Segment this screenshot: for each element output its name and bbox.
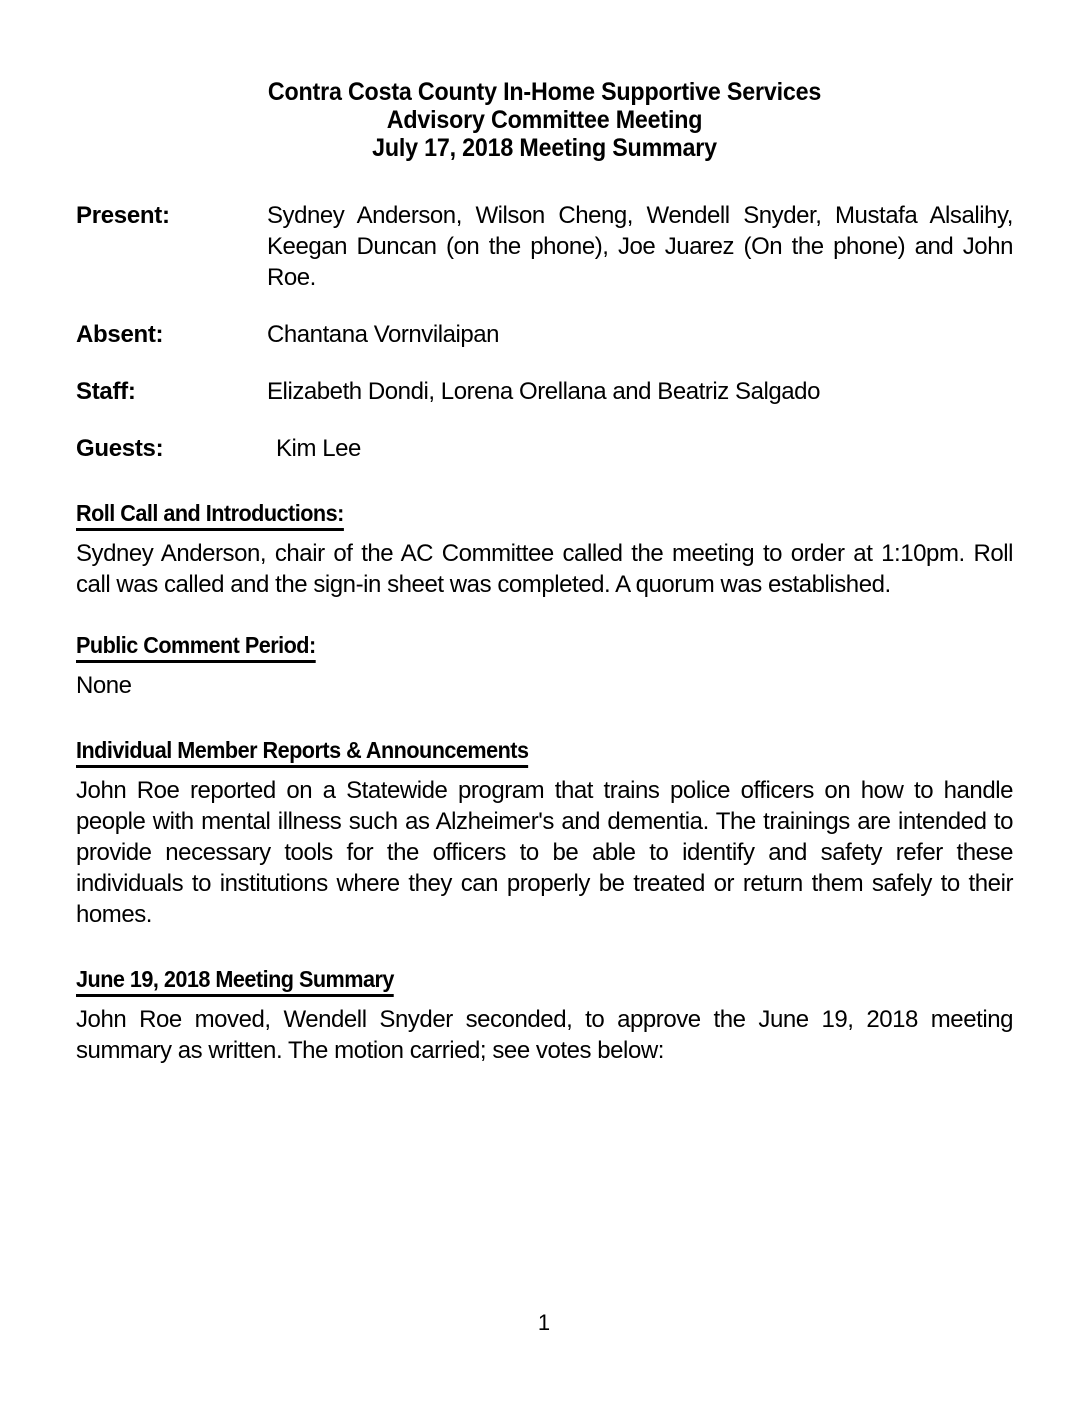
roster-row-guests [76,433,1013,464]
section-body-roll-call: Sydney Anderson, chair of the AC Committee called the meeting to order at 1:10pm. Roll call was called and the sign-in sheet was completed. A quorum was established. [76,540,1013,598]
roster-label-present: Present: [76,202,170,229]
page-number: 1 [537,1310,551,1335]
section-roll-call [76,500,1013,600]
section-heading-public-comment: Public Comment Period: [76,632,316,663]
section-heading-member-reports: Individual Member Reports & Announcements [76,737,529,768]
roster-value-present: Sydney Anderson, Wilson Cheng, Wendell Snyder, Mustafa Alsalihy, Keegan Duncan (on the phone), Joe Juarez (On the phone) and John Roe. [267,202,1013,291]
roster-row-staff [76,376,1013,407]
roster-row-absent [76,319,1013,350]
section-member-reports [76,737,1013,930]
document-title-block [76,0,1013,162]
document-content [76,0,1013,1066]
title-line-3: July 17, 2018 Meeting Summary [372,134,717,162]
roster-label-guests: Guests: [76,435,164,462]
attendance-roster [76,200,1013,464]
roster-row-present [76,200,1013,293]
roster-value-guests: Kim Lee [276,435,361,462]
section-june-summary [76,966,1013,1066]
section-heading-roll-call: Roll Call and Introductions: [76,500,344,531]
section-body-member-reports: John Roe reported on a Statewide program that trains police officers on how to handle people with mental illness such as Alzheimer's and dementia. The trainings are intended to provide necessary tools for the officers to be able to identify and safety refer these individuals to institutions where they can properly be treated or return them safely to their homes. [76,777,1013,928]
section-body-june-summary: John Roe moved, Wendell Snyder seconded, to approve the June 19, 2018 meeting summary as written. The motion carried; see votes below: [76,1006,1013,1064]
roster-label-absent: Absent: [76,321,164,348]
roster-label-staff: Staff: [76,378,136,405]
roster-value-absent: Chantana Vornvilaipan [267,321,500,348]
title-line-2: Advisory Committee Meeting [386,106,703,134]
title-line-1: Contra Costa County In-Home Supportive Services [267,78,822,106]
section-body-public-comment: None [76,672,132,699]
page-footer [0,1310,1088,1336]
section-heading-june-summary: June 19, 2018 Meeting Summary [76,966,394,997]
section-public-comment [76,632,1013,701]
roster-value-staff: Elizabeth Dondi, Lorena Orellana and Beatriz Salgado [267,378,820,405]
